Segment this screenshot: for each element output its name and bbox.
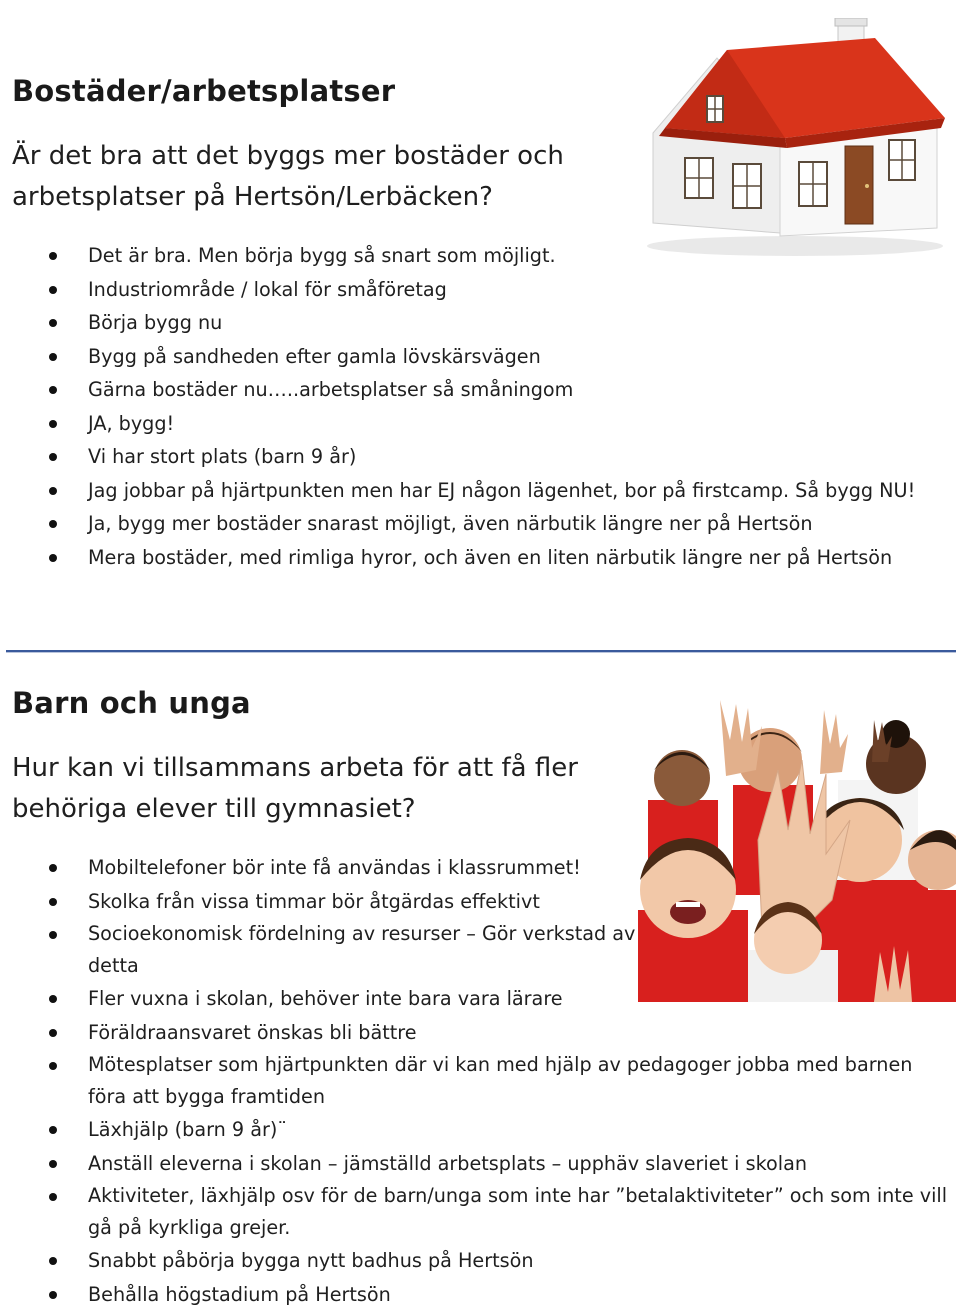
list-item: Föräldraansvaret önskas bli bättre [0,1016,955,1050]
house-image [645,18,945,258]
list-item: Industriområde / lokal för småföretag [0,273,930,307]
housing-answers-list [0,239,930,574]
list-item: Det är bra. Men börja bygg så snart som möjligt. [0,239,930,273]
question-children [12,748,578,830]
list-item: Aktiviteter, läxhjälp osv för de barn/unga som inte har ”betalaktiviteter” och som inte vill gå på kyrkliga grejer. [0,1180,955,1244]
list-item: Läxhjälp (barn 9 år)¨ [0,1113,955,1147]
list-item: Behålla högstadium på Hertsön [0,1278,955,1312]
section-title-housing: Bostäder/arbetsplatser [12,74,396,108]
list-item: Bygg på sandheden efter gamla lövskärsvägen [0,340,930,374]
list-item: Snabbt påbörja bygga nytt badhus på Hertsön [0,1244,955,1278]
list-item: Vi har stort plats (barn 9 år) [0,440,930,474]
list-item: Fler vuxna i skolan, behöver inte bara vara lärare [0,982,955,1016]
question-housing [12,136,564,218]
section-divider [6,650,956,652]
question-children-line2: behöriga elever till gymnasiet? [12,794,416,824]
question-children-line1: Hur kan vi tillsammans arbeta för att få fler [12,753,578,783]
list-item: Gärna bostäder nu…..arbetsplatser så småningom [0,373,930,407]
list-item: Mötesplatser som hjärtpunkten där vi kan med hjälp av pedagoger jobba med barnen föra att bygga framtiden [0,1049,955,1113]
list-item: Skolka från vissa timmar bör åtgärdas effektivt [0,885,955,919]
question-housing-line1: Är det bra att det byggs mer bostäder och [12,141,564,171]
list-item: Börja bygg nu [0,306,930,340]
list-item: Mera bostäder, med rimliga hyror, och även en liten närbutik längre ner på Hertsön [0,541,930,575]
list-item: Anställ eleverna i skolan – jämställd arbetsplats – upphäv slaveriet i skolan [0,1147,955,1181]
section-title-children: Barn och unga [12,686,251,720]
list-item: Socioekonomisk fördelning av resurser – Gör verkstad av detta [0,918,648,982]
children-answers-list [0,851,955,1311]
list-item: Ja, bygg mer bostäder snarast möjligt, även närbutik längre ner på Hertsön [0,507,930,541]
question-housing-line2: arbetsplatser på Hertsön/Lerbäcken? [12,182,493,212]
list-item: Jag jobbar på hjärtpunkten men har EJ någon lägenhet, bor på firstcamp. Så bygg NU! [0,474,930,508]
list-item: JA, bygg! [0,407,930,441]
list-item: Mobiltelefoner bör inte få användas i klassrummet! [0,851,955,885]
